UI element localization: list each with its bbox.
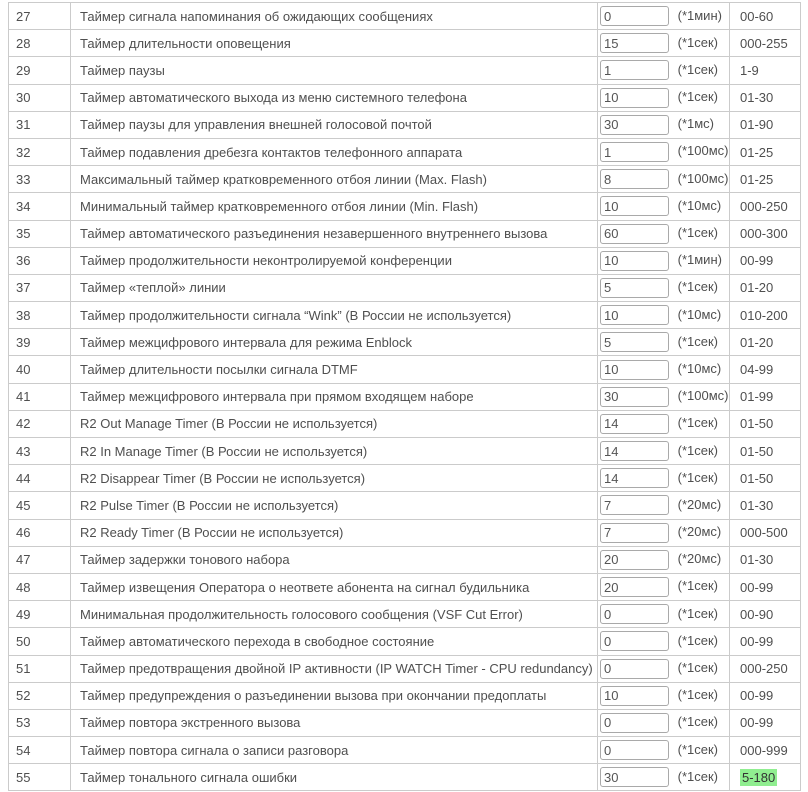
timer-value-input[interactable]	[600, 115, 669, 135]
timer-range-cell	[730, 30, 801, 57]
timer-value-input[interactable]	[600, 6, 669, 26]
timer-value-cell	[598, 220, 730, 247]
timer-range-value: 04-99	[740, 362, 774, 378]
timer-value-cell	[598, 57, 730, 84]
timer-unit-label: (*1сек)	[677, 225, 718, 241]
table-row	[9, 519, 801, 546]
row-number: 46	[9, 519, 71, 546]
timer-value-cell	[598, 383, 730, 410]
timer-unit-label: (*100мс)	[677, 388, 729, 404]
table-row	[9, 546, 801, 573]
row-number: 29	[9, 57, 71, 84]
table-row	[9, 682, 801, 709]
timer-value-cell	[598, 438, 730, 465]
timer-value-cell	[598, 138, 730, 165]
timer-value-input[interactable]	[600, 278, 669, 298]
row-number: 42	[9, 410, 71, 437]
timer-value-cell	[598, 519, 730, 546]
timer-description: R2 Out Manage Timer (В России не используется)	[71, 410, 598, 437]
timer-unit-label: (*1сек)	[677, 34, 718, 50]
timer-range-value: 00-99	[740, 633, 774, 649]
timer-value-input[interactable]	[600, 88, 669, 108]
timer-range-cell	[730, 519, 801, 546]
timer-range-cell	[730, 628, 801, 655]
timer-value-input[interactable]	[600, 142, 669, 162]
timer-range-value: 1-9	[740, 62, 759, 78]
table-row	[9, 84, 801, 111]
timer-range-value: 01-90	[740, 117, 774, 133]
timer-value-input[interactable]	[600, 577, 669, 597]
table-row	[9, 57, 801, 84]
table-row	[9, 30, 801, 57]
timer-range-cell	[730, 682, 801, 709]
timer-unit-label: (*10мс)	[677, 306, 722, 322]
timer-description: Таймер повтора сигнала о записи разговора	[71, 737, 598, 764]
timer-value-cell	[598, 356, 730, 383]
timer-range-cell	[730, 492, 801, 519]
table-row	[9, 193, 801, 220]
table-row	[9, 247, 801, 274]
row-number: 54	[9, 737, 71, 764]
timer-value-input[interactable]	[600, 305, 669, 325]
timer-description: Таймер межцифрового интервала при прямом входящем наборе	[71, 383, 598, 410]
table-row	[9, 438, 801, 465]
timer-range-value: 01-25	[740, 144, 774, 160]
timer-value-cell	[598, 573, 730, 600]
timer-unit-label: (*1мин)	[677, 252, 722, 268]
timer-unit-label: (*1сек)	[677, 333, 718, 349]
timer-description: Таймер повтора экстренного вызова	[71, 709, 598, 736]
timer-unit-label: (*1сек)	[677, 61, 718, 77]
timer-description: Минимальная продолжительность голосового сообщения (VSF Cut Error)	[71, 601, 598, 628]
timer-description: Таймер паузы	[71, 57, 598, 84]
row-number: 39	[9, 329, 71, 356]
timer-range-value: 00-60	[740, 8, 774, 24]
table-row	[9, 655, 801, 682]
timer-description: Таймер автоматического разъединения незавершенного внутреннего вызова	[71, 220, 598, 247]
timer-range-value: 00-99	[740, 253, 774, 269]
row-number: 33	[9, 166, 71, 193]
timer-value-cell	[598, 274, 730, 301]
timer-value-cell	[598, 492, 730, 519]
timer-range-cell	[730, 438, 801, 465]
table-row	[9, 166, 801, 193]
timer-value-input[interactable]	[600, 414, 669, 434]
timer-range-cell	[730, 138, 801, 165]
timer-range-value: 01-25	[740, 171, 774, 187]
timer-value-input[interactable]	[600, 604, 669, 624]
timer-value-input[interactable]	[600, 169, 669, 189]
timer-value-input[interactable]	[600, 767, 669, 787]
timer-range-value: 000-500	[740, 525, 788, 541]
timer-description: Таймер «теплой» линии	[71, 274, 598, 301]
timer-value-cell	[598, 247, 730, 274]
timer-unit-label: (*1сек)	[677, 415, 718, 431]
timer-value-input[interactable]	[600, 441, 669, 461]
timer-unit-label: (*1сек)	[677, 89, 718, 105]
timer-unit-label: (*20мс)	[677, 496, 722, 512]
timer-range-cell	[730, 247, 801, 274]
timer-value-input[interactable]	[600, 33, 669, 53]
table-row	[9, 601, 801, 628]
timer-value-input[interactable]	[600, 713, 669, 733]
row-number: 30	[9, 84, 71, 111]
row-number: 32	[9, 138, 71, 165]
timer-range-cell	[730, 601, 801, 628]
timer-value-input[interactable]	[600, 196, 669, 216]
timer-range-value: 000-300	[740, 226, 788, 242]
timer-range-value: 000-255	[740, 35, 788, 51]
timer-value-input[interactable]	[600, 686, 669, 706]
timer-unit-label: (*1мс)	[677, 116, 715, 132]
timer-range-value: 000-999	[740, 742, 788, 758]
row-number: 40	[9, 356, 71, 383]
timer-range-value: 01-50	[740, 443, 774, 459]
row-number: 35	[9, 220, 71, 247]
timer-unit-label: (*100мс)	[677, 143, 729, 159]
timer-description: Таймер длительности посылки сигнала DTMF	[71, 356, 598, 383]
timer-range-value: 01-30	[740, 497, 774, 513]
timer-description: Таймер тонального сигнала ошибки	[71, 764, 598, 791]
timer-description: Таймер автоматического выхода из меню системного телефона	[71, 84, 598, 111]
row-number: 36	[9, 247, 71, 274]
timer-unit-label: (*10мс)	[677, 360, 722, 376]
table-row	[9, 737, 801, 764]
timer-range-cell	[730, 356, 801, 383]
timer-range-value: 00-99	[740, 688, 774, 704]
timer-value-cell	[598, 546, 730, 573]
timer-description: Таймер межцифрового интервала для режима Enblock	[71, 329, 598, 356]
timer-range-cell	[730, 546, 801, 573]
timer-range-cell	[730, 193, 801, 220]
row-number: 55	[9, 764, 71, 791]
timer-value-cell	[598, 709, 730, 736]
timer-value-input[interactable]	[600, 495, 669, 515]
row-number: 41	[9, 383, 71, 410]
timer-description: Таймер сигнала напоминания об ожидающих сообщениях	[71, 3, 598, 30]
timer-range-value: 01-50	[740, 470, 774, 486]
timer-range-cell	[730, 220, 801, 247]
row-number: 27	[9, 3, 71, 30]
timer-value-cell	[598, 410, 730, 437]
timer-unit-label: (*1сек)	[677, 578, 718, 594]
timer-description: Максимальный таймер кратковременного отбоя линии (Max. Flash)	[71, 166, 598, 193]
timer-unit-label: (*10мс)	[677, 197, 722, 213]
timer-value-cell	[598, 302, 730, 329]
timer-range-value: 5-180	[742, 769, 776, 785]
timer-unit-label: (*1сек)	[677, 768, 718, 784]
timer-value-cell	[598, 601, 730, 628]
timer-value-cell	[598, 193, 730, 220]
timer-description: R2 In Manage Timer (В России не используется)	[71, 438, 598, 465]
timer-value-cell	[598, 30, 730, 57]
timer-range-value: 01-20	[740, 280, 774, 296]
timer-range-value: 01-30	[740, 90, 774, 106]
table-row	[9, 709, 801, 736]
timer-unit-label: (*1сек)	[677, 605, 718, 621]
timer-value-cell	[598, 84, 730, 111]
timer-value-cell	[598, 3, 730, 30]
timer-value-input[interactable]	[600, 740, 669, 760]
table-row	[9, 111, 801, 138]
timer-description: Таймер подавления дребезга контактов телефонного аппарата	[71, 138, 598, 165]
timer-range-value: 000-250	[740, 198, 788, 214]
timer-range-cell	[730, 465, 801, 492]
timer-unit-label: (*1сек)	[677, 469, 718, 485]
row-number: 34	[9, 193, 71, 220]
table-row	[9, 465, 801, 492]
timer-value-input[interactable]	[600, 468, 669, 488]
timer-range-cell	[730, 655, 801, 682]
timer-value-input[interactable]	[600, 631, 669, 651]
timer-value-input[interactable]	[600, 251, 669, 271]
timer-description: Таймер предупреждения о разъединении вызова при окончании предоплаты	[71, 682, 598, 709]
table-row	[9, 573, 801, 600]
timer-range-cell	[730, 302, 801, 329]
row-number: 52	[9, 682, 71, 709]
timer-value-input[interactable]	[600, 224, 669, 244]
table-row	[9, 3, 801, 30]
row-number: 43	[9, 438, 71, 465]
timer-value-input[interactable]	[600, 659, 669, 679]
table-row	[9, 410, 801, 437]
timer-unit-label: (*1сек)	[677, 687, 718, 703]
timer-range-cell	[730, 410, 801, 437]
table-row	[9, 628, 801, 655]
timer-value-input[interactable]	[600, 523, 669, 543]
timer-description: Таймер продолжительности неконтролируемой конференции	[71, 247, 598, 274]
timer-range-cell	[730, 573, 801, 600]
table-row	[9, 220, 801, 247]
timer-description: Таймер задержки тонового набора	[71, 546, 598, 573]
timer-range-value: 010-200	[740, 307, 788, 323]
timer-range-value: 01-30	[740, 552, 774, 568]
timer-range-cell	[730, 383, 801, 410]
timer-range-cell	[730, 84, 801, 111]
timer-range-cell	[730, 57, 801, 84]
table-row	[9, 492, 801, 519]
row-number: 37	[9, 274, 71, 301]
timer-unit-label: (*1мин)	[677, 7, 722, 23]
row-number: 49	[9, 601, 71, 628]
table-row	[9, 383, 801, 410]
row-number: 45	[9, 492, 71, 519]
table-row	[9, 274, 801, 301]
row-number: 38	[9, 302, 71, 329]
timer-range-value: 00-90	[740, 606, 774, 622]
timer-unit-label: (*100мс)	[677, 170, 729, 186]
timer-unit-label: (*20мс)	[677, 551, 722, 567]
timer-value-cell	[598, 655, 730, 682]
row-number: 47	[9, 546, 71, 573]
timer-value-input[interactable]	[600, 360, 669, 380]
timer-range-value: 000-250	[740, 661, 788, 677]
row-number: 51	[9, 655, 71, 682]
timer-range-cell	[730, 274, 801, 301]
row-number: 50	[9, 628, 71, 655]
timer-value-input[interactable]	[600, 60, 669, 80]
timer-unit-label: (*20мс)	[677, 524, 722, 540]
table-row	[9, 302, 801, 329]
row-number: 44	[9, 465, 71, 492]
timer-value-cell	[598, 764, 730, 791]
timer-range-cell	[730, 111, 801, 138]
table-row	[9, 356, 801, 383]
timer-value-input[interactable]	[600, 550, 669, 570]
timer-range-cell	[730, 166, 801, 193]
timer-range-value: 01-20	[740, 334, 774, 350]
timer-range-value: 01-99	[740, 389, 774, 405]
timer-unit-label: (*1сек)	[677, 632, 718, 648]
timer-value-cell	[598, 682, 730, 709]
timer-value-cell	[598, 329, 730, 356]
timer-range-cell	[730, 3, 801, 30]
timer-range-cell	[730, 709, 801, 736]
timer-value-cell	[598, 166, 730, 193]
timer-unit-label: (*1сек)	[677, 442, 718, 458]
timer-unit-label: (*1сек)	[677, 714, 718, 730]
timer-description: Таймер предотвращения двойной IP активности (IP WATCH Timer - CPU redundancy)	[71, 655, 598, 682]
row-number: 48	[9, 573, 71, 600]
table-row	[9, 764, 801, 791]
timer-unit-label: (*1сек)	[677, 741, 718, 757]
timer-description: Таймер продолжительности сигнала “Wink” (В России не используется)	[71, 302, 598, 329]
timer-description: Таймер длительности оповещения	[71, 30, 598, 57]
row-number: 53	[9, 709, 71, 736]
timer-range-cell	[730, 764, 801, 791]
timer-description: Таймер автоматического перехода в свободное состояние	[71, 628, 598, 655]
timer-value-cell	[598, 111, 730, 138]
timers-settings-table	[8, 2, 801, 791]
timer-description: R2 Ready Timer (В России не используется)	[71, 519, 598, 546]
timer-value-cell	[598, 465, 730, 492]
timer-range-cell	[730, 737, 801, 764]
timer-value-input[interactable]	[600, 387, 669, 407]
timer-range-value: 00-99	[740, 715, 774, 731]
row-number: 28	[9, 30, 71, 57]
timer-unit-label: (*1сек)	[677, 279, 718, 295]
timer-value-input[interactable]	[600, 332, 669, 352]
timer-unit-label: (*1сек)	[677, 660, 718, 676]
timer-description: R2 Pulse Timer (В России не используется)	[71, 492, 598, 519]
timer-range-cell	[730, 329, 801, 356]
table-row	[9, 329, 801, 356]
timer-range-value: 00-99	[740, 579, 774, 595]
timer-range-value: 01-50	[740, 416, 774, 432]
timer-value-cell	[598, 628, 730, 655]
timer-description: Таймер паузы для управления внешней голосовой почтой	[71, 111, 598, 138]
timer-description: R2 Disappear Timer (В России не используется)	[71, 465, 598, 492]
timer-description: Таймер извещения Оператора о неответе абонента на сигнал будильника	[71, 573, 598, 600]
table-row	[9, 138, 801, 165]
timer-description: Минимальный таймер кратковременного отбоя линии (Min. Flash)	[71, 193, 598, 220]
timer-value-cell	[598, 737, 730, 764]
row-number: 31	[9, 111, 71, 138]
